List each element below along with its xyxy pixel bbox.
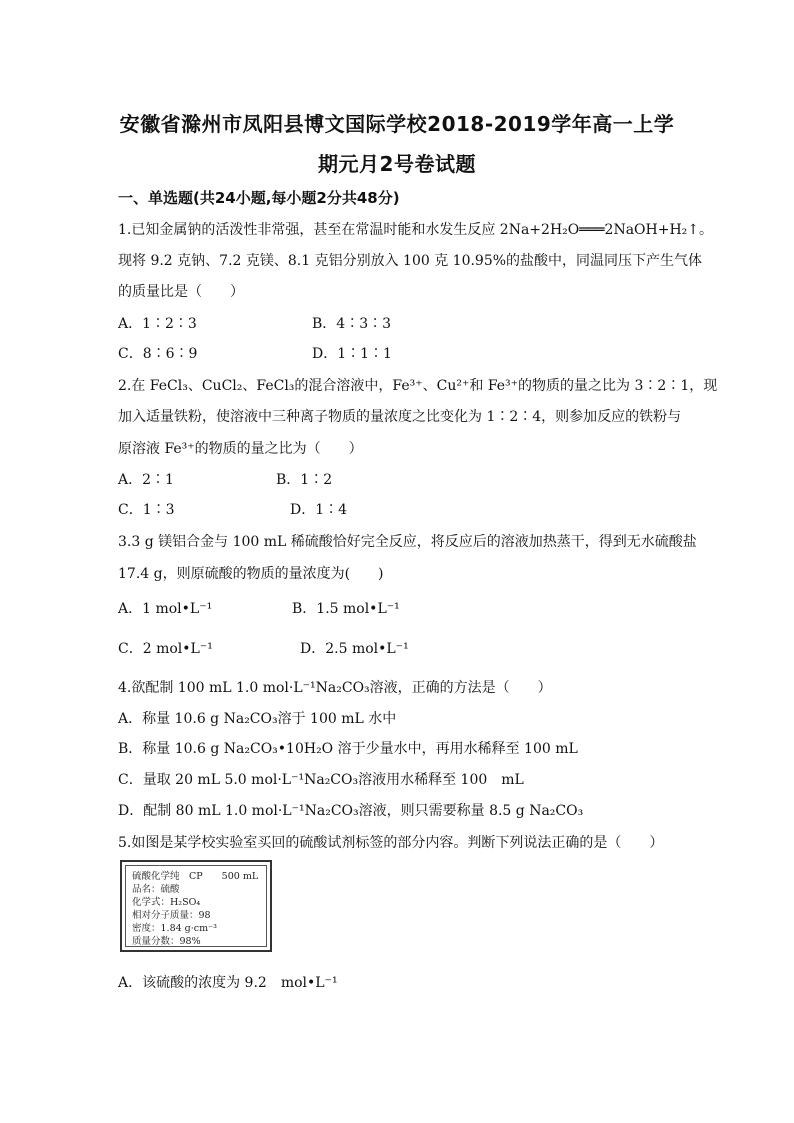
q4-option-a: A．称量 10.6 g Na₂CO₃溶于 100 mL 水中 (118, 711, 397, 727)
q2-option-d: D．1∶4 (290, 502, 348, 518)
q1-option-d: D．1∶1∶1 (312, 346, 392, 362)
label-row-3: 化学式：H₂SO₄ (132, 897, 201, 908)
q1-option-b: B．4∶3∶3 (312, 316, 392, 332)
q3-option-b: B．1.5 mol•L⁻¹ (292, 601, 400, 617)
q3-line-2: 17.4 g，则原硫酸的物质的量浓度为( ) (118, 566, 384, 582)
q3-option-c: C．2 mol•L⁻¹ (118, 641, 213, 657)
label-row-6: 质量分数：98% (132, 936, 201, 947)
q1-line-3: 的质量比是（ ） (118, 284, 244, 300)
q5-option-a: A．该硫酸的浓度为 9.2 mol•L⁻¹ (118, 975, 338, 991)
label-row-1: 硫酸化学纯 CP 500 mL (132, 871, 259, 882)
section-heading: 一、单选题(共24小题,每小题2分共48分) (118, 189, 400, 207)
title-line-1: 安徽省滁州市凤阳县博文国际学校2018-2019学年高一上学 (119, 112, 675, 136)
q2-line-1: 2.在 FeCl₃、CuCl₂、FeCl₃的混合溶液中，Fe³⁺、Cu²⁺和 Fe³⁺的物质的量之比为 3∶2∶1，现 (118, 378, 718, 394)
q2-line-2: 加入适量铁粉，使溶液中三种离子物质的量浓度之比变化为 1∶2∶4，则参加反应的铁粉与 (118, 409, 682, 425)
q4-option-b: B．称量 10.6 g Na₂CO₃•10H₂O 溶于少量水中，再用水稀释至 100 mL (118, 741, 578, 757)
q2-option-a: A．2∶1 (118, 472, 174, 488)
q5-line-1: 5.如图是某学校实验室买回的硫酸试剂标签的部分内容。判断下列说法正确的是（ ） (118, 835, 664, 851)
label-row-2: 品名：硫酸 (132, 884, 180, 895)
reagent-label-inner-border (125, 865, 267, 947)
q2-line-3: 原溶液 Fe³⁺的物质的量之比为（ ） (118, 441, 363, 457)
q1-option-c: C．8∶6∶9 (118, 346, 198, 362)
q2-option-b: B．1∶2 (276, 472, 333, 488)
reagent-label-image (120, 860, 272, 952)
label-row-5: 密度：1.84 g·cm⁻³ (132, 923, 217, 934)
q4-option-c: C．量取 20 mL 5.0 mol·L⁻¹Na₂CO₃溶液用水稀释至 100 mL (118, 772, 524, 788)
q3-option-d: D．2.5 mol•L⁻¹ (300, 641, 409, 657)
q2-option-c: C．1∶3 (118, 502, 175, 518)
q4-line-1: 4.欲配制 100 mL 1.0 mol·L⁻¹Na₂CO₃溶液，正确的方法是（ ） (118, 680, 552, 696)
q1-line-2: 现将 9.2 克钠、7.2 克镁、8.1 克铝分别放入 100 克 10.95%的盐酸中，同温同压下产生气体 (118, 253, 703, 269)
q4-option-d: D．配制 80 mL 1.0 mol·L⁻¹Na₂CO₃溶液，则只需要称量 8.5 g Na₂CO₃ (118, 803, 584, 819)
title-line-2: 期元月2号卷试题 (318, 152, 476, 176)
q3-line-1: 3.3 g 镁铝合金与 100 mL 稀硫酸恰好完全反应，将反应后的溶液加热蒸干，得到无水硫酸盐 (118, 534, 697, 550)
q1-option-a: A．1∶2∶3 (118, 316, 197, 332)
q3-option-a: A．1 mol•L⁻¹ (118, 601, 213, 617)
label-row-4: 相对分子质量：98 (132, 910, 211, 921)
q1-line-1: 1.已知金属钠的活泼性非常强，甚至在常温时能和水发生反应 2Na+2H₂O═══2NaOH+H₂↑。 (118, 222, 714, 238)
